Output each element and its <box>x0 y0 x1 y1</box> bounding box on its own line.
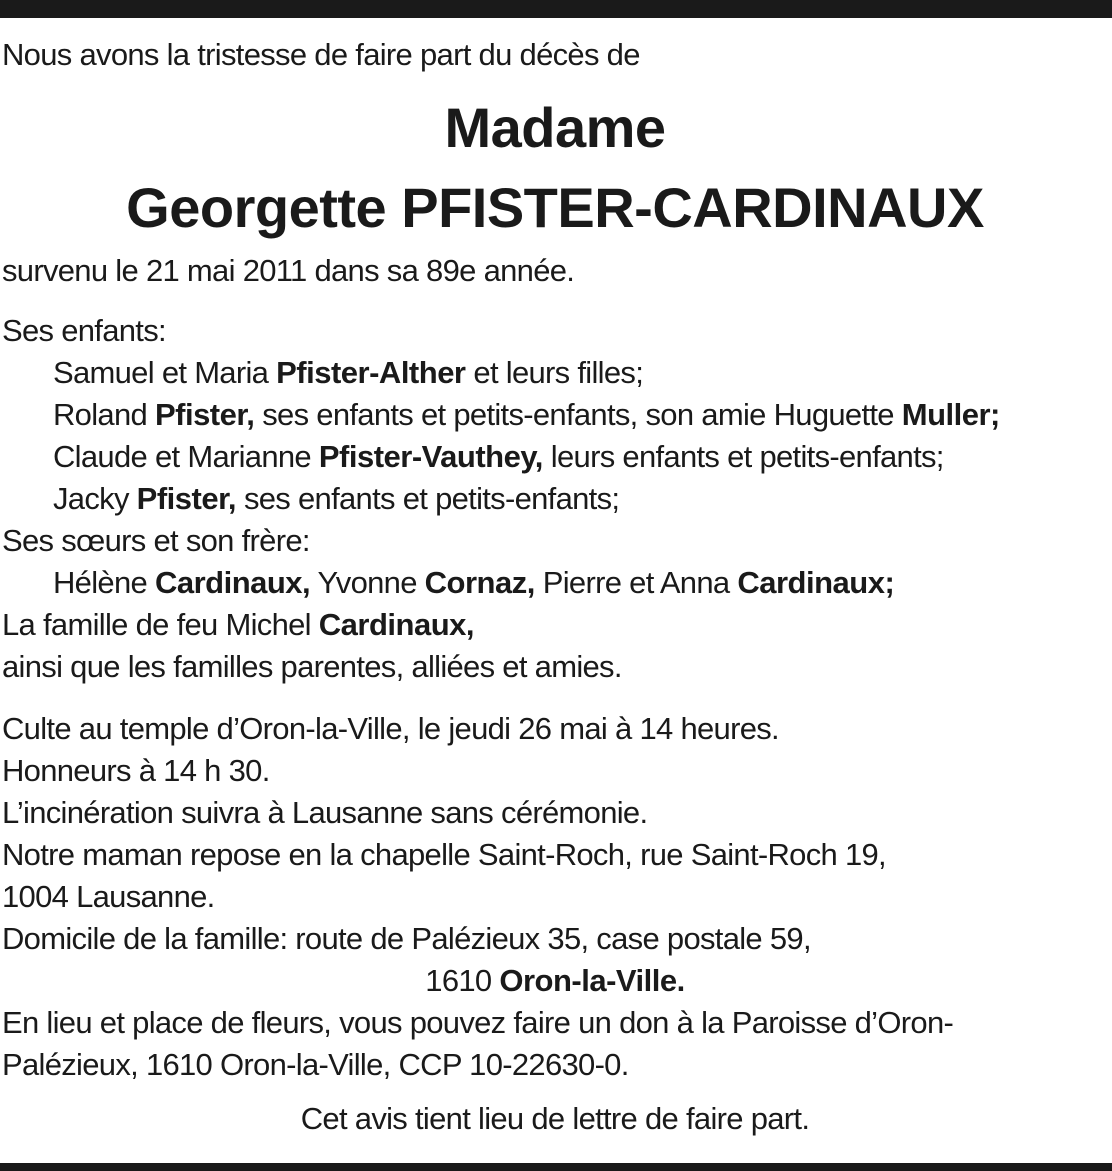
service-line: Culte au temple d’Oron-la-Ville, le jeudi 26 mai à 14 heures. <box>2 711 779 746</box>
relatives-line: ainsi que les familles parentes, alliées et amies. <box>2 649 622 684</box>
siblings-section <box>2 520 1108 604</box>
closing-line: Cet avis tient lieu de lettre de faire part. <box>300 1101 810 1136</box>
top-border <box>0 0 1112 18</box>
deceased-honorific: Madame <box>444 96 666 159</box>
child-entry: Jacky Pfister, ses enfants et petits-enfants; <box>53 481 620 516</box>
siblings-entry: Hélène Cardinaux, Yvonne Cornaz, Pierre et Anna Cardinaux; <box>53 565 895 600</box>
death-date-line: survenu le 21 mai 2011 dans sa 89e année. <box>2 253 575 288</box>
deceased-title <box>2 88 1108 248</box>
honours-line: Honneurs à 14 h 30. <box>2 753 270 788</box>
child-entry: Claude et Marianne Pfister-Vauthey, leurs enfants et petits-enfants; <box>53 439 944 474</box>
siblings-heading: Ses sœurs et son frère: <box>2 523 310 558</box>
donation-details <box>2 1002 1108 1086</box>
child-entry: Samuel et Maria Pfister-Alther et leurs filles; <box>53 355 644 390</box>
child-entry: Roland Pfister, ses enfants et petits-enfants, son amie Huguette Muller; <box>53 397 1000 432</box>
chapel-city-line: 1004 Lausanne. <box>2 879 215 914</box>
family-line: La famille de feu Michel Cardinaux, <box>2 607 474 642</box>
obituary-notice <box>2 34 1108 1140</box>
chapel-line: Notre maman repose en la chapelle Saint-Roch, rue Saint-Roch 19, <box>2 837 886 872</box>
service-details <box>2 708 1108 1002</box>
family-address-city: 1610 Oron-la-Ville. <box>425 963 685 998</box>
bottom-border <box>0 1163 1112 1171</box>
intro-line: Nous avons la tristesse de faire part du décès de <box>2 37 640 72</box>
donation-line-2: Palézieux, 1610 Oron-la-Ville, CCP 10-22630-0. <box>2 1047 629 1082</box>
deceased-name: Georgette PFISTER-CARDINAUX <box>126 176 984 239</box>
family-address-line: Domicile de la famille: route de Palézieux 35, case postale 59, <box>2 921 811 956</box>
children-section <box>2 310 1108 520</box>
donation-line-1: En lieu et place de fleurs, vous pouvez faire un don à la Paroisse d’Oron- <box>2 1005 954 1040</box>
cremation-line: L’incinération suivra à Lausanne sans cérémonie. <box>2 795 648 830</box>
children-heading: Ses enfants: <box>2 313 166 348</box>
